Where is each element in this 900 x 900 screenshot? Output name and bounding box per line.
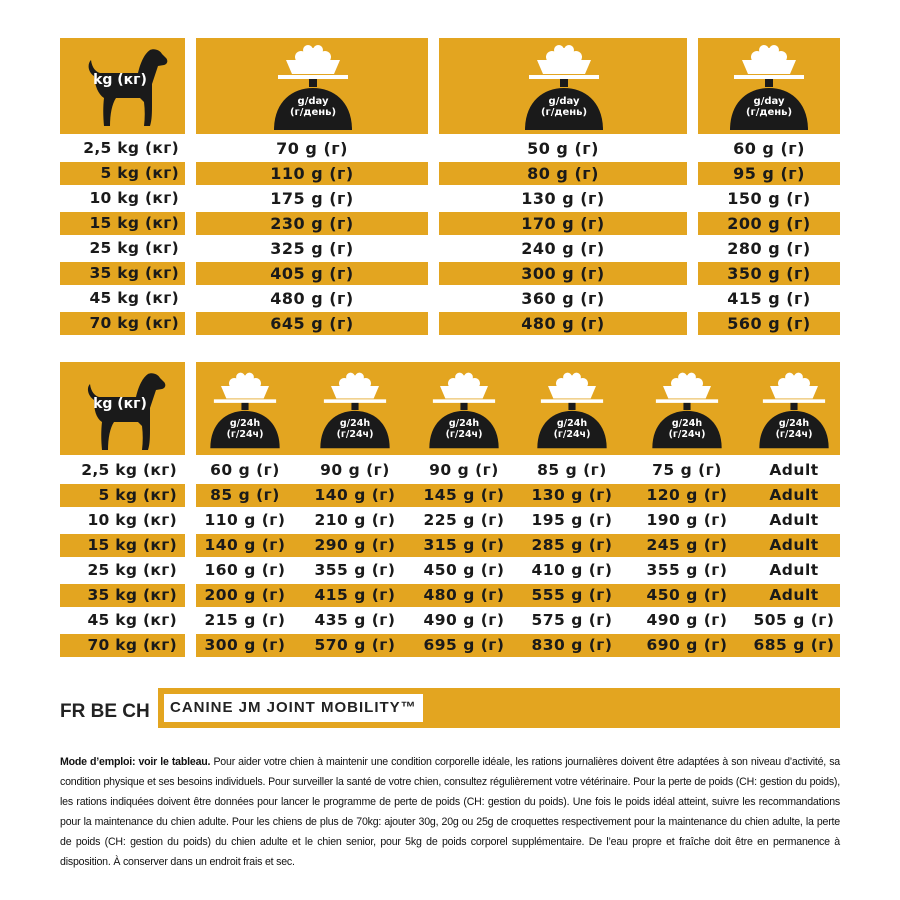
food-scale-icon: [724, 44, 814, 130]
weight-cell: 15 kg (кг): [60, 212, 185, 235]
table1-col2-header: [439, 38, 687, 134]
food-scale-icon: [532, 370, 612, 450]
weight-unit-label: kg (кг): [93, 396, 147, 412]
weight-cell: 25 kg (кг): [87, 561, 177, 579]
ration-cell: 130 g (г): [531, 486, 613, 504]
ration-cell: 645 g (г): [196, 312, 428, 335]
ration-cell: 575 g (г): [531, 611, 613, 629]
ration-cell: 350 g (г): [698, 262, 840, 285]
ration-cell: 480 g (г): [270, 289, 354, 308]
table1-weight-header: [60, 38, 185, 134]
ration-cell: 60 g (г): [733, 139, 805, 158]
ration-cell: 130 g (г): [521, 189, 605, 208]
ration-cell: 70 g (г): [276, 139, 348, 158]
ration-cell: Adult: [769, 486, 819, 504]
scale-label-line2: (г/24ч): [775, 429, 813, 440]
ration-cell: 145 g (г): [423, 486, 505, 504]
ration-cell: 230 g (г): [196, 212, 428, 235]
weight-cell: 25 kg (кг): [89, 239, 179, 257]
weight-cell: 5 kg (кг): [60, 484, 185, 507]
scale-label-line1: g/day: [548, 96, 580, 107]
ration-cell: 830 g (г): [531, 636, 613, 654]
scale-label-line1: g/24h: [339, 418, 371, 429]
ration-cell: 490 g (г): [646, 611, 728, 629]
instructions-lead: Mode d’emploi: voir le tableau.: [60, 756, 211, 768]
ration-cell: 315 g (г): [423, 536, 505, 554]
scale-label-line1: g/24h: [671, 418, 703, 429]
ration-cell: 450 g (г): [646, 586, 728, 604]
ration-cell: 325 g (г): [270, 239, 354, 258]
food-scale-icon: [315, 370, 395, 450]
ration-cell: 560 g (г): [698, 312, 840, 335]
ration-cell: 240 g (г): [521, 239, 605, 258]
ration-cell: 80 g (г): [439, 162, 687, 185]
ration-cell: 225 g (г): [423, 511, 505, 529]
ration-cell: 415 g (г): [727, 289, 811, 308]
ration-cell: 200 g (г): [698, 212, 840, 235]
scale-label-line2: (г/день): [289, 107, 337, 118]
food-scale-icon: [519, 44, 609, 130]
weight-cell: 10 kg (кг): [89, 189, 179, 207]
food-scale-icon: [268, 44, 358, 130]
ration-cell: 555 g (г): [531, 586, 613, 604]
ration-cell: 120 g (г): [646, 486, 728, 504]
ration-cell: 300 g (г): [439, 262, 687, 285]
ration-cell: Adult: [769, 561, 819, 579]
ration-cell: Adult: [769, 586, 819, 604]
ration-cell: 285 g (г): [531, 536, 613, 554]
ration-cell: 140 g (г): [204, 536, 286, 554]
ration-cell: 200 g (г): [204, 586, 286, 604]
ration-cell: 360 g (г): [521, 289, 605, 308]
ration-cell: 110 g (г): [204, 511, 286, 529]
food-scale-icon: [424, 370, 504, 450]
ration-cell: Adult: [769, 461, 819, 479]
ration-cell: 410 g (г): [531, 561, 613, 579]
food-scale-icon: [205, 370, 285, 450]
scale-label-line2: (г/24ч): [668, 429, 706, 440]
ration-cell: 150 g (г): [727, 189, 811, 208]
ration-cell: 490 g (г): [423, 611, 505, 629]
table1-col1-header: [196, 38, 428, 134]
ration-cell: 355 g (г): [646, 561, 728, 579]
ration-cell: 450 g (г): [423, 561, 505, 579]
ration-cell: 85 g (г): [537, 461, 607, 479]
ration-cell: 95 g (г): [698, 162, 840, 185]
scale-label-line2: (г/24ч): [336, 429, 374, 440]
ration-cell: 505 g (г): [753, 611, 835, 629]
weight-cell: 45 kg (кг): [89, 289, 179, 307]
ration-cell: Adult: [769, 511, 819, 529]
ration-cell: 245 g (г): [646, 536, 728, 554]
ration-cell: 60 g (г): [210, 461, 280, 479]
ration-cell: 435 g (г): [314, 611, 396, 629]
scale-label-line1: g/24h: [778, 418, 810, 429]
ration-cell: 415 g (г): [314, 586, 396, 604]
ration-cell: 685 g (г): [753, 636, 835, 654]
weight-cell: 70 kg (кг): [60, 312, 185, 335]
ration-cell: 190 g (г): [646, 511, 728, 529]
food-scale-icon: [647, 370, 727, 450]
ration-cell: 195 g (г): [531, 511, 613, 529]
instructions-text: Pour aider votre chien à maintenir une condition corporelle idéale, les rations journalières doivent être adaptées à son niveau d’activité, sa condition physique et ses besoins individuels. Pour surveiller la santé de votre chien, consultez régulièrement votre vétérinaire. Pour la perte de poids (CH: gestion du poids), les rations indiquées doivent être données pour lancer le programme de perte de poids (CH: gestion du poids). Une fois le poids idéal atteint, suivre les recommandations pour la maintenance du chien adulte. Pour les chiens de plus de 70kg: ajouter 30g, 20g ou 25g de croquettes respectivement pour la maintenance du chien adulte, la perte de poids (CH: gestion du poids) du chien adulte et le chien senior, pour 5kg de poids corporel supplémentaire. De l’eau propre et fraîche doit être en permanence à disposition. À conserver dans un endroit frais et sec.: [60, 756, 840, 868]
scale-label-line1: g/24h: [556, 418, 588, 429]
ration-cell: 480 g (г): [423, 586, 505, 604]
weight-cell: 35 kg (кг): [60, 262, 185, 285]
weight-cell: 2,5 kg (кг): [83, 139, 179, 157]
scale-label-line2: (г/24ч): [553, 429, 591, 440]
ration-cell: 300 g (г): [204, 636, 286, 654]
scale-label-line2: (г/24ч): [226, 429, 264, 440]
ration-cell: 570 g (г): [314, 636, 396, 654]
scale-label-line2: (г/день): [745, 107, 793, 118]
ration-cell: 290 g (г): [314, 536, 396, 554]
weight-cell: 2,5 kg (кг): [81, 461, 177, 479]
ration-cell: 480 g (г): [439, 312, 687, 335]
ration-cell: 175 g (г): [270, 189, 354, 208]
product-name: CANINE JM JOINT MOBILITY™: [164, 694, 423, 722]
scale-label-line1: g/day: [297, 96, 329, 107]
weight-cell: 70 kg (кг): [60, 634, 185, 657]
ration-cell: 280 g (г): [727, 239, 811, 258]
table2-weight-header: [60, 362, 185, 455]
ration-cell: 90 g (г): [320, 461, 390, 479]
ration-cell: 170 g (г): [439, 212, 687, 235]
ration-cell: 690 g (г): [646, 636, 728, 654]
table2-cols-header: [196, 362, 840, 455]
ration-cell: 110 g (г): [196, 162, 428, 185]
weight-cell: 35 kg (кг): [60, 584, 185, 607]
weight-cell: 10 kg (кг): [87, 511, 177, 529]
ration-cell: 90 g (г): [429, 461, 499, 479]
ration-cell: 355 g (г): [314, 561, 396, 579]
weight-cell: 45 kg (кг): [87, 611, 177, 629]
ration-cell: 50 g (г): [527, 139, 599, 158]
ration-cell: 75 g (г): [652, 461, 722, 479]
table1-col3-header: [698, 38, 840, 134]
ration-cell: 215 g (г): [204, 611, 286, 629]
weight-unit-label: kg (кг): [93, 72, 147, 88]
ration-cell: Adult: [769, 536, 819, 554]
weight-cell: 15 kg (кг): [60, 534, 185, 557]
scale-label-line2: (г/24ч): [445, 429, 483, 440]
scale-label-line1: g/24h: [229, 418, 261, 429]
ration-cell: 210 g (г): [314, 511, 396, 529]
weight-cell: 5 kg (кг): [60, 162, 185, 185]
region-codes: FR BE CH: [60, 701, 150, 722]
ration-cell: 405 g (г): [196, 262, 428, 285]
ration-cell: 85 g (г): [210, 486, 280, 504]
scale-label-line1: g/day: [753, 96, 785, 107]
scale-label-line2: (г/день): [540, 107, 588, 118]
ration-cell: 140 g (г): [314, 486, 396, 504]
feeding-instructions: [60, 752, 840, 872]
scale-label-line1: g/24h: [448, 418, 480, 429]
food-scale-icon: [754, 370, 834, 450]
ration-cell: 160 g (г): [204, 561, 286, 579]
ration-cell: 695 g (г): [423, 636, 505, 654]
